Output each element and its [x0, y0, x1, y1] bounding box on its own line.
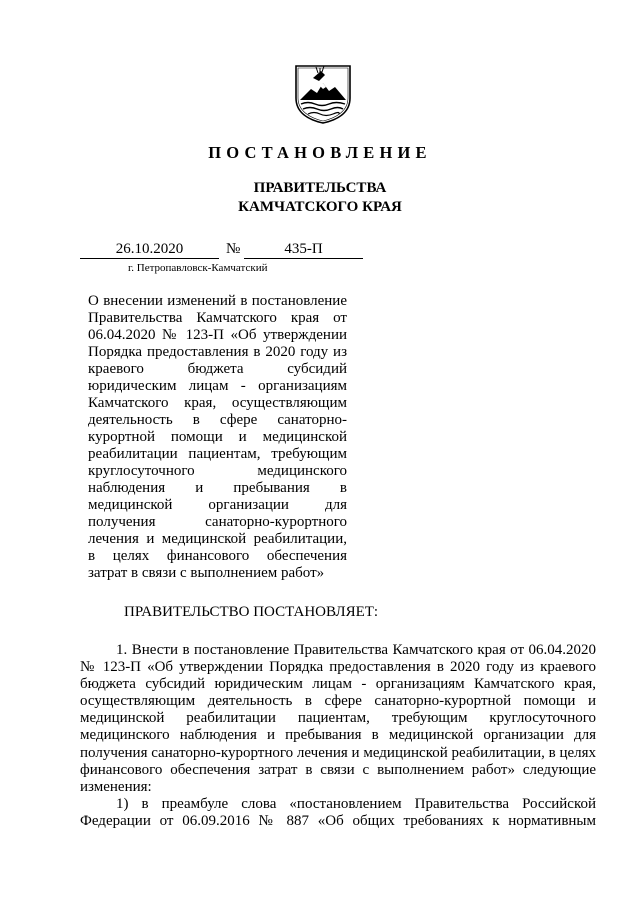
document-number: 435-П [244, 240, 363, 259]
body-line: получения санаторно-курортного лечения и медицинской реабилитации, в целях [80, 744, 597, 761]
subject-line: О внесении изменений в постановление [88, 293, 347, 309]
document-date: 26.10.2020 [80, 240, 219, 259]
document-city: г. Петропавловск-Камчатский [128, 262, 268, 274]
subject-line: Камчатского края, осуществляющим [88, 395, 347, 411]
body-line: 1) в преамбуле слова «постановлением Правительства Российской [116, 795, 596, 812]
subject-line: курортной помощи и медицинской [88, 429, 347, 445]
kamchatka-coat-of-arms-icon [293, 62, 353, 124]
subject-line: затрат в связи с выполнением работ» [88, 565, 325, 581]
document-title: ПОСТАНОВЛЕНИЕ [208, 143, 432, 162]
subject-line: краевого бюджета субсидий [88, 361, 347, 377]
subject-line: наблюдения и пребывания в [88, 480, 347, 496]
issuer-name [0, 179, 640, 217]
issuer-line: КАМЧАТСКОГО КРАЯ [238, 199, 402, 215]
subject-line: лечения и медицинской реабилитации, [88, 531, 347, 547]
document-body [80, 642, 596, 830]
subject-line: Правительства Камчатского края от [88, 310, 347, 326]
issuer-line: ПРАВИТЕЛЬСТВА [253, 180, 387, 196]
body-line: осуществляющим деятельность в сфере санаторно-курортной помощи и [80, 693, 596, 710]
document-subject [88, 293, 347, 582]
body-line: медицинского наблюдения и пребывания в медицинской организации для [80, 727, 596, 744]
subject-line: Порядка предоставления в 2020 году из [88, 344, 347, 360]
number-sign: № [226, 241, 241, 257]
subject-line: получения санаторно-курортного [88, 514, 347, 530]
body-line: финансового обеспечения затрат в связи с выполнением работ» следующие [80, 761, 596, 778]
body-line: изменения: [80, 778, 152, 795]
subject-line: 06.04.2020 № 123-П «Об утверждении [88, 327, 347, 343]
subject-line: деятельность в сфере санаторно- [88, 412, 347, 428]
subject-line: юридическим лицам - организациям [88, 378, 347, 394]
decree-heading: ПРАВИТЕЛЬСТВО ПОСТАНОВЛЯЕТ: [124, 604, 379, 620]
body-line: медицинской реабилитации пациентам, требующим круглосуточного [80, 710, 596, 727]
subject-line: в целях финансового обеспечения [88, 548, 347, 564]
body-line: № 123-П «Об утверждении Порядка предоставления в 2020 году из краевого [80, 659, 596, 676]
subject-line: медицинской организации для [88, 497, 347, 513]
body-line: бюджета субсидий юридическим лицам - организациям Камчатского края, [80, 676, 596, 693]
body-line: 1. Внести в постановление Правительства Камчатского края от 06.04.2020 [116, 642, 596, 658]
subject-line: реабилитации пациентам, требующим [88, 446, 347, 462]
subject-line: круглосуточного медицинского [88, 463, 347, 479]
body-line: Федерации от 06.09.2016 № 887 «Об общих требованиях к нормативным [80, 812, 596, 829]
